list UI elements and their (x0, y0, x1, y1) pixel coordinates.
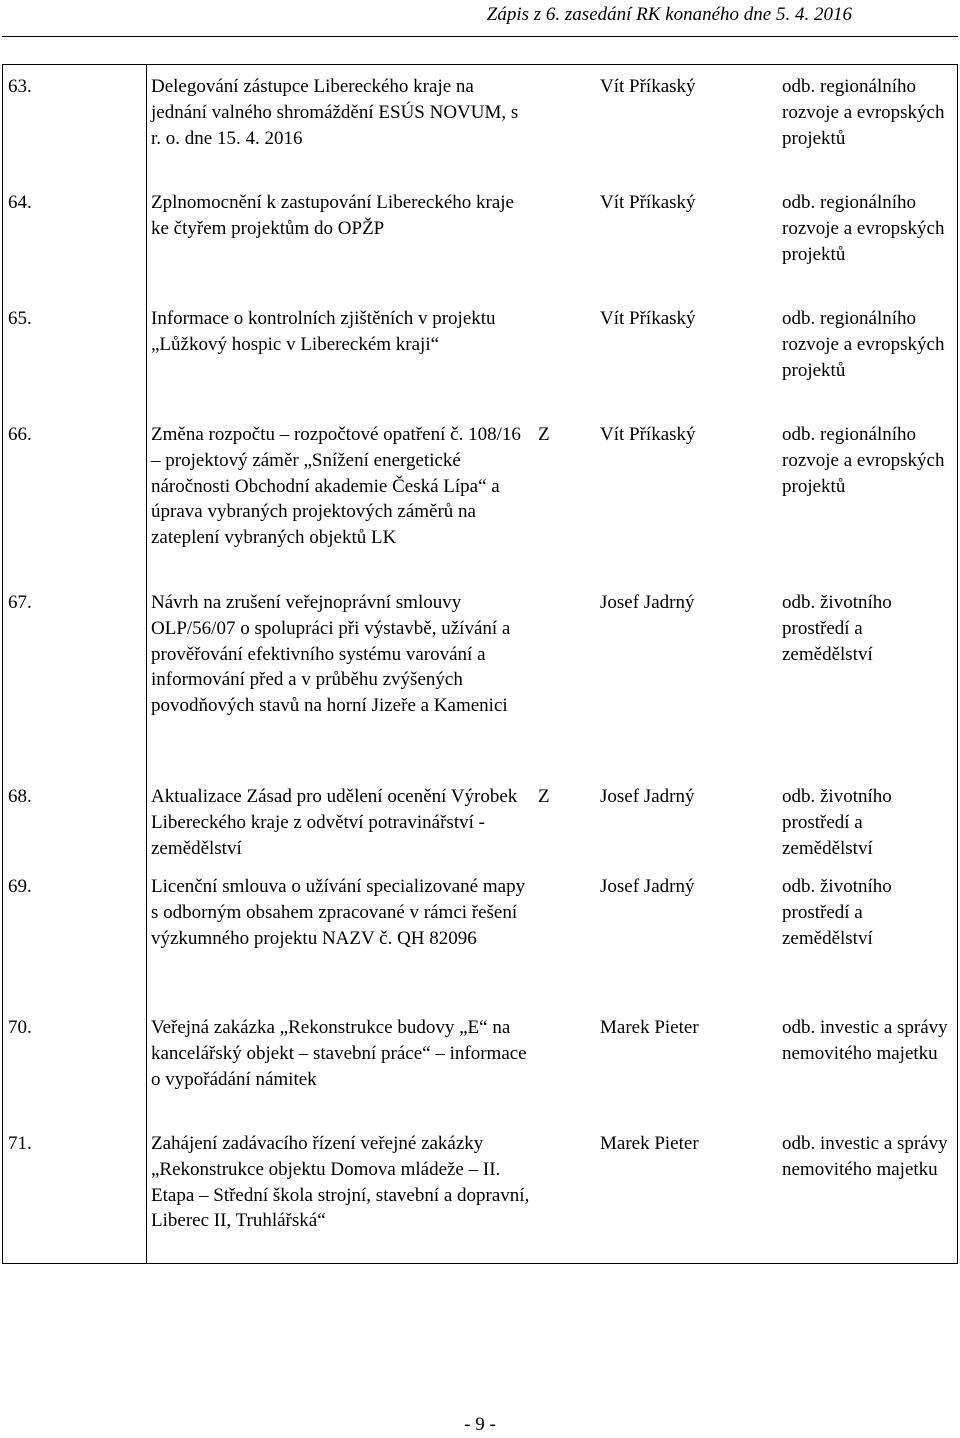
row-department: odb. investic a správy nemovitého majetku (782, 1017, 948, 1064)
row-department: odb. životního prostředí a zemědělství (782, 876, 892, 949)
row-department: odb. regionálního rozvoje a evropských projektů (782, 192, 945, 265)
row-mark: Z (538, 424, 550, 445)
row-presenter: Marek Pieter (600, 1133, 699, 1154)
row-subject: Licenční smlouva o užívání specializované mapy s odborným obsahem zpracované v rámci řešení výzkumného projektu NAZV č. QH 82096 (151, 876, 526, 949)
row-department: odb. životního prostředí a zemědělství (782, 786, 892, 859)
row-number: 68. (8, 786, 32, 807)
row-department: odb. regionálního rozvoje a evropských projektů (782, 424, 945, 497)
row-subject: Návrh na zrušení veřejnoprávní smlouvy OLP/56/07 o spolupráci při výstavbě, užívání a prověřování efektivního systému varování a informování před a v průběhu zvýšených povodňových stavů na horní Jizeře a Kamenici (151, 592, 511, 717)
row-department: odb. regionálního rozvoje a evropských projektů (782, 76, 945, 149)
row-presenter: Josef Jadrný (600, 876, 695, 897)
row-presenter: Vít Příkaský (600, 424, 696, 445)
row-number: 64. (8, 192, 32, 213)
page-number: - 9 - (464, 1414, 496, 1435)
row-mark: Z (538, 786, 550, 807)
row-department: odb. regionálního rozvoje a evropských projektů (782, 308, 945, 381)
row-presenter: Josef Jadrný (600, 592, 695, 613)
row-number: 65. (8, 308, 32, 329)
row-number: 67. (8, 592, 32, 613)
row-number: 66. (8, 424, 32, 445)
row-number: 71. (8, 1133, 32, 1154)
row-presenter: Vít Příkaský (600, 76, 696, 97)
document-header: Zápis z 6. zasedání RK konaného dne 5. 4. 2016 (486, 4, 852, 25)
row-department: odb. investic a správy nemovitého majetku (782, 1133, 948, 1180)
row-subject: Veřejná zakázka „Rekonstrukce budovy „E“ na kancelářský objekt – stavební práce“ – informace o vypořádání námitek (151, 1017, 527, 1090)
row-presenter: Vít Příkaský (600, 308, 696, 329)
header-rule (2, 36, 958, 37)
table-column-divider (146, 64, 147, 1264)
row-subject: Aktualizace Zásad pro udělení ocenění Výrobek Libereckého kraje z odvětví potravinářství - zemědělství (151, 786, 518, 859)
row-subject: Delegování zástupce Libereckého kraje na jednání valného shromáždění ESÚS NOVUM, s r. o. dne 15. 4. 2016 (151, 76, 519, 149)
row-number: 69. (8, 876, 32, 897)
row-subject: Zahájení zadávacího řízení veřejné zakázky „Rekonstrukce objektu Domova mládeže – II. Etapa – Střední škola strojní, stavební a dopravní, Liberec II, Truhlářská“ (151, 1133, 530, 1232)
row-subject: Změna rozpočtu – rozpočtové opatření č. 108/16 – projektový záměr „Snížení energetické náročnosti Obchodní akademie Česká Lípa“ a úprava vybraných projektových záměrů na zateplení vybraných objektů LK (151, 424, 521, 549)
row-presenter: Marek Pieter (600, 1017, 699, 1038)
row-number: 63. (8, 76, 32, 97)
row-subject: Zplnomocnění k zastupování Libereckého kraje ke čtyřem projektům do OPŽP (151, 192, 514, 239)
row-number: 70. (8, 1017, 32, 1038)
row-subject: Informace o kontrolních zjištěních v projektu „Lůžkový hospic v Libereckém kraji“ (151, 308, 496, 355)
row-presenter: Vít Příkaský (600, 192, 696, 213)
row-presenter: Josef Jadrný (600, 786, 695, 807)
row-department: odb. životního prostředí a zemědělství (782, 592, 892, 665)
